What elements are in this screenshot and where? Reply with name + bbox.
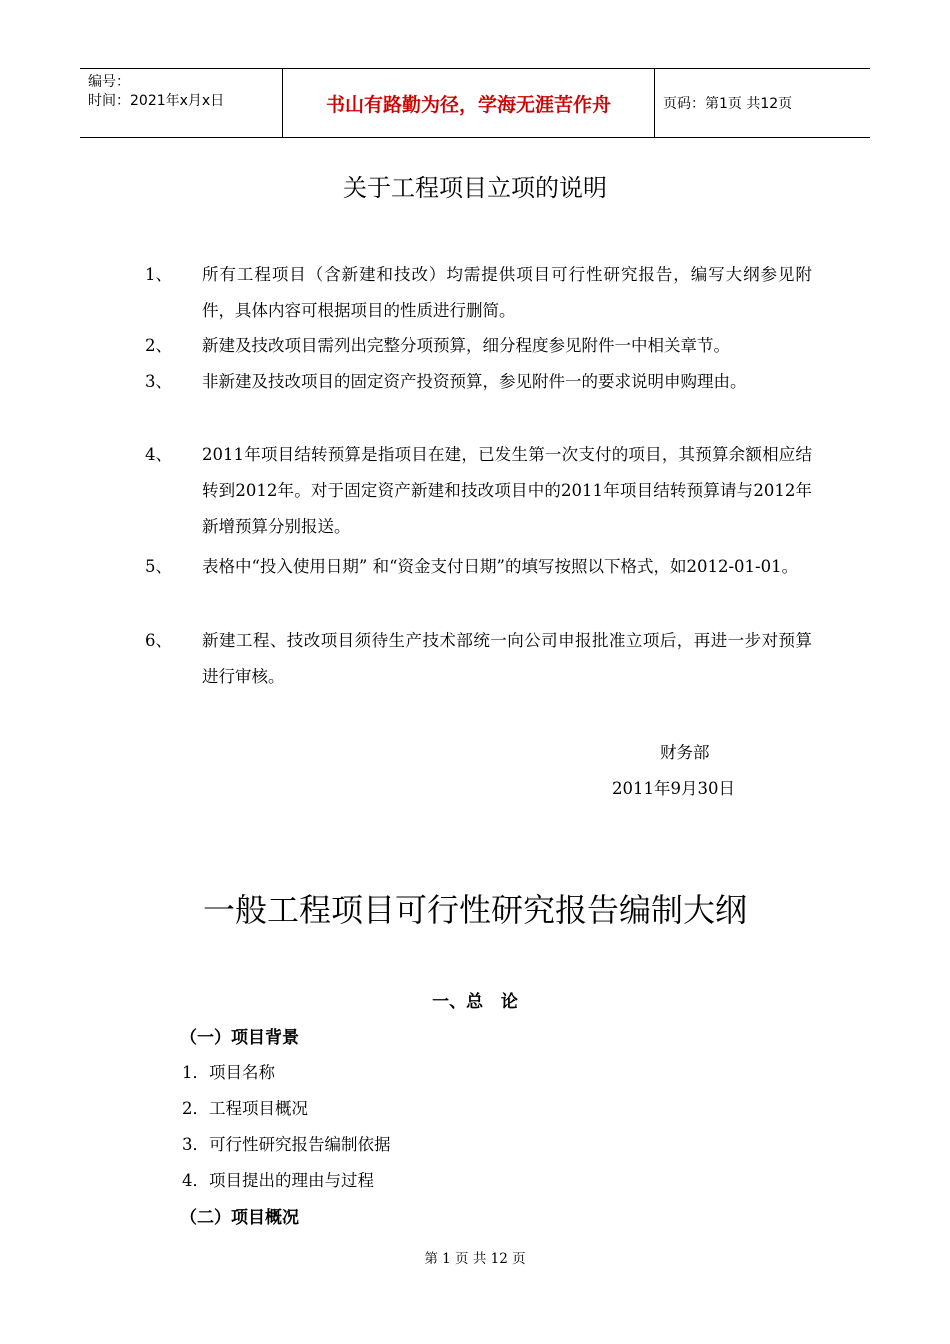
notice-item-text: 新建及技改项目需列出完整分项预算，细分程度参见附件一中相关章节。	[202, 336, 730, 355]
notice-item-number: 3、	[145, 372, 172, 391]
notice-item-text: 非新建及技改项目的固定资产投资预算，参见附件一的要求说明申购理由。	[202, 372, 747, 391]
notice-item-text: 2011年项目结转预算是指项目在建，已发生第一次支付的项目，其预算余额相应结转到2012年。对于固定资产新建和技改项目中的2011年项目结转预算请与2012年新增预算分别报送。	[202, 445, 812, 536]
notice-item-number: 4、	[145, 445, 172, 464]
subsection-heading: （二）项目概况	[180, 1208, 299, 1228]
notice-item-text: 表格中“投入使用日期” 和“资金支付日期”的填写按照以下格式，如2012-01-01。	[202, 557, 799, 576]
list-item: 3．可行性研究报告编制依据	[182, 1135, 391, 1154]
document-time-label: 时间：2021年x月x日	[88, 93, 225, 109]
header-page-info: 页码：第1页 共12页	[663, 96, 793, 112]
list-item: 2．工程项目概况	[182, 1099, 308, 1118]
notice-item-number: 2、	[145, 336, 172, 355]
signature-department: 财务部	[660, 743, 710, 762]
document-number-label: 编号：	[88, 74, 130, 90]
notice-title: 关于工程项目立项的说明	[343, 174, 607, 202]
notice-item-number: 5、	[145, 557, 172, 576]
subsection-heading: （一）项目背景	[180, 1028, 299, 1048]
list-item: 1．项目名称	[182, 1063, 275, 1082]
notice-item-text: 新建工程、技改项目须待生产技术部统一向公司申报批准立项后，再进一步对预算进行审核。	[202, 631, 812, 686]
list-item: 4．项目提出的理由与过程	[182, 1171, 374, 1190]
signature-date: 2011年9月30日	[612, 779, 735, 798]
header-table	[80, 68, 870, 138]
notice-item-text: 所有工程项目（含新建和技改）均需提供项目可行性研究报告，编写大纲参见附件，具体内容可根据项目的性质进行删简。	[202, 265, 812, 320]
section-heading: 一、总 论	[432, 992, 518, 1012]
notice-item-number: 1、	[145, 265, 172, 284]
header-meta-cell	[80, 69, 282, 137]
page-footer: 第 1 页 共 12 页	[424, 1251, 526, 1267]
header-motto: 书山有路勤为径，学海无涯苦作舟	[282, 69, 655, 137]
notice-item-number: 6、	[145, 631, 172, 650]
outline-title: 一般工程项目可行性研究报告编制大纲	[202, 891, 747, 929]
